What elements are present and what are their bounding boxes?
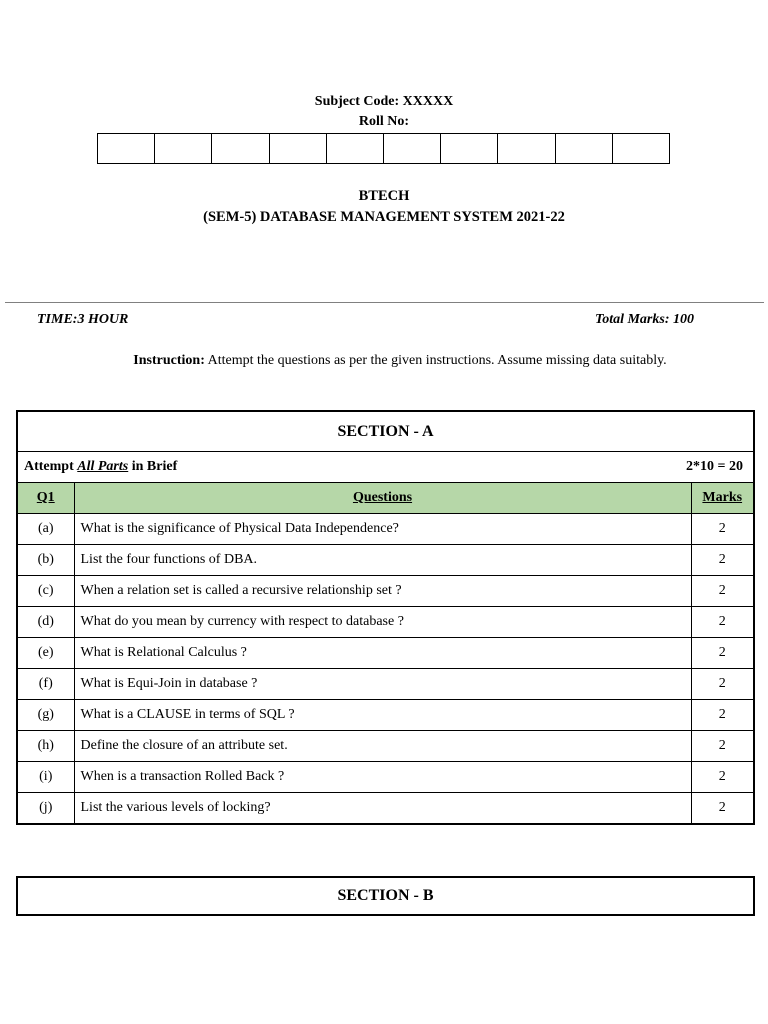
question-text: Define the closure of an attribute set. — [74, 731, 691, 762]
roll-no-label: Roll No: — [358, 114, 410, 129]
instruction — [0, 353, 768, 369]
roll-digit-box[interactable] — [556, 134, 613, 163]
table-row — [18, 731, 753, 762]
col-header-marks: Marks — [691, 483, 753, 514]
table-row — [18, 545, 753, 576]
question-text: When is a transaction Rolled Back ? — [74, 762, 691, 793]
section-a-title: SECTION - A — [337, 423, 434, 440]
instruction-label: Instruction: — [133, 353, 205, 368]
col-header-questions: Questions — [74, 483, 691, 514]
section-a — [16, 410, 755, 825]
exam-time: TIME:3 HOUR — [37, 312, 129, 327]
question-text: List the various levels of locking? — [74, 793, 691, 824]
question-marks: 2 — [691, 762, 753, 793]
table-header-row — [18, 483, 753, 514]
question-part: (g) — [18, 700, 74, 731]
instruction-text: Attempt the questions as per the given instructions. Assume missing data suitably. — [204, 353, 667, 368]
attempt-instruction — [24, 452, 177, 482]
question-marks: 2 — [691, 638, 753, 669]
subject-code: Subject Code: XXXXX — [314, 94, 454, 109]
question-part: (h) — [18, 731, 74, 762]
table-row — [18, 514, 753, 545]
marks-formula: 2*10 = 20 — [686, 459, 743, 474]
question-part: (f) — [18, 669, 74, 700]
attempt-instruction-row — [18, 451, 753, 482]
question-marks: 2 — [691, 700, 753, 731]
table-row — [18, 700, 753, 731]
question-part: (a) — [18, 514, 74, 545]
question-marks: 2 — [691, 545, 753, 576]
question-marks: 2 — [691, 514, 753, 545]
question-marks: 2 — [691, 669, 753, 700]
attempt-suffix: in Brief — [128, 459, 178, 474]
question-text: What is Equi-Join in database ? — [74, 669, 691, 700]
roll-digit-box[interactable] — [270, 134, 327, 163]
question-marks: 2 — [691, 607, 753, 638]
table-row — [18, 669, 753, 700]
roll-number-boxes[interactable] — [97, 133, 670, 164]
roll-digit-box[interactable] — [613, 134, 669, 163]
question-part: (b) — [18, 545, 74, 576]
table-row — [18, 793, 753, 824]
question-text: What is the significance of Physical Data Independence? — [74, 514, 691, 545]
roll-digit-box[interactable] — [212, 134, 269, 163]
question-text: What is Relational Calculus ? — [74, 638, 691, 669]
table-row — [18, 762, 753, 793]
total-marks: Total Marks: 100 — [594, 312, 694, 327]
attempt-emphasis: All Parts — [77, 459, 129, 474]
question-part: (e) — [18, 638, 74, 669]
question-part: (c) — [18, 576, 74, 607]
question-part: (j) — [18, 793, 74, 824]
table-row — [18, 607, 753, 638]
questions-table — [18, 482, 753, 823]
question-text: When a relation set is called a recursive relationship set ? — [74, 576, 691, 607]
question-part: (d) — [18, 607, 74, 638]
roll-digit-box[interactable] — [384, 134, 441, 163]
table-row — [18, 638, 753, 669]
question-marks: 2 — [691, 576, 753, 607]
question-marks: 2 — [691, 731, 753, 762]
question-text: What is a CLAUSE in terms of SQL ? — [74, 700, 691, 731]
program-title: BTECH — [358, 188, 410, 204]
question-text: What do you mean by currency with respect to database ? — [74, 607, 691, 638]
col-header-q: Q1 — [18, 483, 74, 514]
roll-digit-box[interactable] — [498, 134, 555, 163]
course-title: (SEM-5) DATABASE MANAGEMENT SYSTEM 2021-22 — [203, 209, 565, 225]
divider — [5, 302, 764, 303]
attempt-prefix: Attempt — [24, 459, 78, 474]
roll-digit-box[interactable] — [98, 134, 155, 163]
roll-digit-box[interactable] — [327, 134, 384, 163]
section-b-title: SECTION - B — [16, 876, 755, 916]
question-text: List the four functions of DBA. — [74, 545, 691, 576]
roll-digit-box[interactable] — [441, 134, 498, 163]
table-row — [18, 576, 753, 607]
roll-digit-box[interactable] — [155, 134, 212, 163]
question-marks: 2 — [691, 793, 753, 824]
question-part: (i) — [18, 762, 74, 793]
